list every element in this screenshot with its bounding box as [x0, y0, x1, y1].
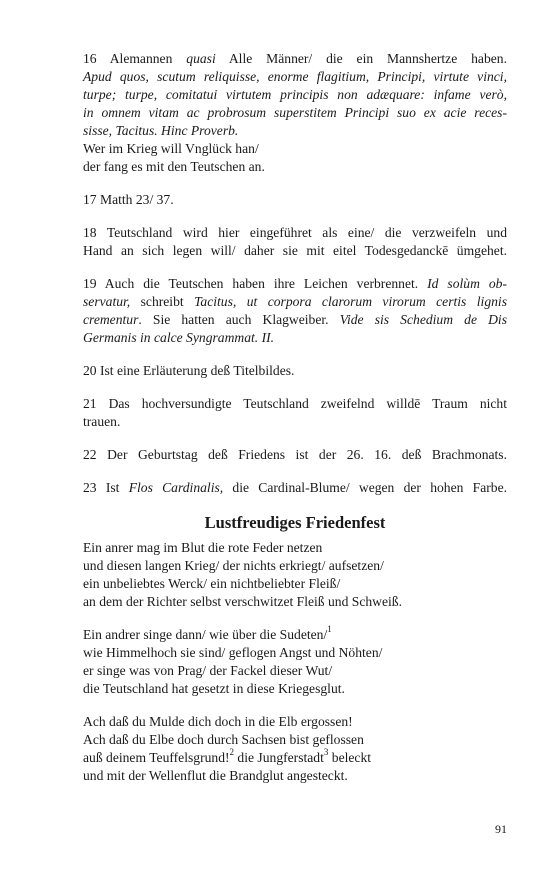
page-body [83, 50, 507, 800]
poem-line: Ach daß du Mulde dich doch in die Elb ergossen! [83, 714, 353, 729]
footnote-line: 16 Alemannen quasi Alle Männer/ die ein Mannshertze haben. [83, 51, 507, 66]
footnote-18: 18 Teutschland wird hier eingeführet als eine/ die verzweifeln und Hand an sich legen will/ daher sie mit eitel Todesgedanckē ümgehet. [83, 225, 507, 258]
footnote-21: 21 Das hochversundigte Teutschland zweifelnd willdē Traum nicht trauen. [83, 396, 507, 429]
poem-line: auß deinem Teuffelsgrund!$^2$ die Jungferstadt$^3$ beleckt [83, 747, 372, 765]
footnote-20: 20 Ist eine Erläuterung deß Titelbildes. [83, 363, 295, 378]
footnote-line: in omnem vitam ac probrosum superstitem Principi suo ex acie reces- [83, 105, 507, 120]
footnote-19 [83, 275, 507, 347]
footnote-line: Apud quos, scutum reliquisse, enorme flagitium, Principi, virtute vinci, [83, 69, 507, 84]
footnote-line: sisse, Tacitus. Hinc Proverb. [83, 123, 239, 138]
footnote-22: 22 Der Geburtstag deß Friedens ist der 26. 16. deß Brachmonats. [83, 447, 507, 462]
poem-line: ein unbeliebtes Werck/ ein nichtbeliebter Fleiß/ [83, 576, 341, 591]
poem-line: Ein andrer singe dann/ wie über die Sudeten/$^1$ [83, 624, 332, 642]
footnote-17: 17 Matth 23/ 37. [83, 192, 174, 207]
poem-line: an dem der Richter selbst verschwitzet Fleiß und Schweiß. [83, 594, 402, 609]
poem-line: Ach daß du Elbe doch durch Sachsen bist geflossen [83, 732, 364, 747]
poem-stanza-2 [83, 626, 507, 698]
footnote-marker: 1 [327, 624, 332, 635]
poem-stanza-3 [83, 713, 507, 785]
footnote-line: Germanis in calce Syngrammat. II. [83, 330, 275, 345]
footnote-line: Wer im Krieg will Vnglück han/ [83, 141, 259, 156]
footnote-23: 23 Ist Flos Cardinalis, die Cardinal-Blume/ wegen der hohen Farbe. [83, 480, 508, 495]
footnote-marker: 3 [323, 747, 329, 758]
poem-line: und mit der Wellenflut die Brandglut angesteckt. [83, 768, 348, 783]
footnote-line: der fang es mit den Teutschen an. [83, 159, 265, 174]
footnote-marker: 2 [229, 747, 235, 758]
poem-stanza-1 [83, 539, 507, 611]
poem-title: Lustfreudiges Friedenfest [204, 513, 386, 532]
footnote-line: servatur, schreibt Tacitus, ut corpora clarorum virorum certis lignis [83, 294, 507, 309]
poem-line: und diesen langen Krieg/ der nichts erkriegt/ aufsetzen/ [83, 558, 384, 573]
poem-line: Ein anrer mag im Blut die rote Feder netzen [83, 540, 323, 555]
footnote-16 [83, 50, 507, 176]
poem-line: er singe was von Prag/ der Fackel dieser Wut/ [83, 663, 333, 678]
poem-line: wie Himmelhoch sie sind/ geflogen Angst und Nöhten/ [83, 645, 383, 660]
page-number: 91 [495, 822, 507, 836]
footnote-line: 19 Auch die Teutschen haben ihre Leichen verbrennet. Id solùm ob- [83, 276, 507, 291]
footnote-line: crementur. Sie hatten auch Klagweiber. Vide sis Schedium de Dis [83, 312, 507, 327]
footnote-line: turpe; turpe, comitatui virtutem principis non adæquare: infame verò, [83, 87, 507, 102]
poem-line: die Teutschland hat gesetzt in diese Kriegesglut. [83, 681, 345, 696]
